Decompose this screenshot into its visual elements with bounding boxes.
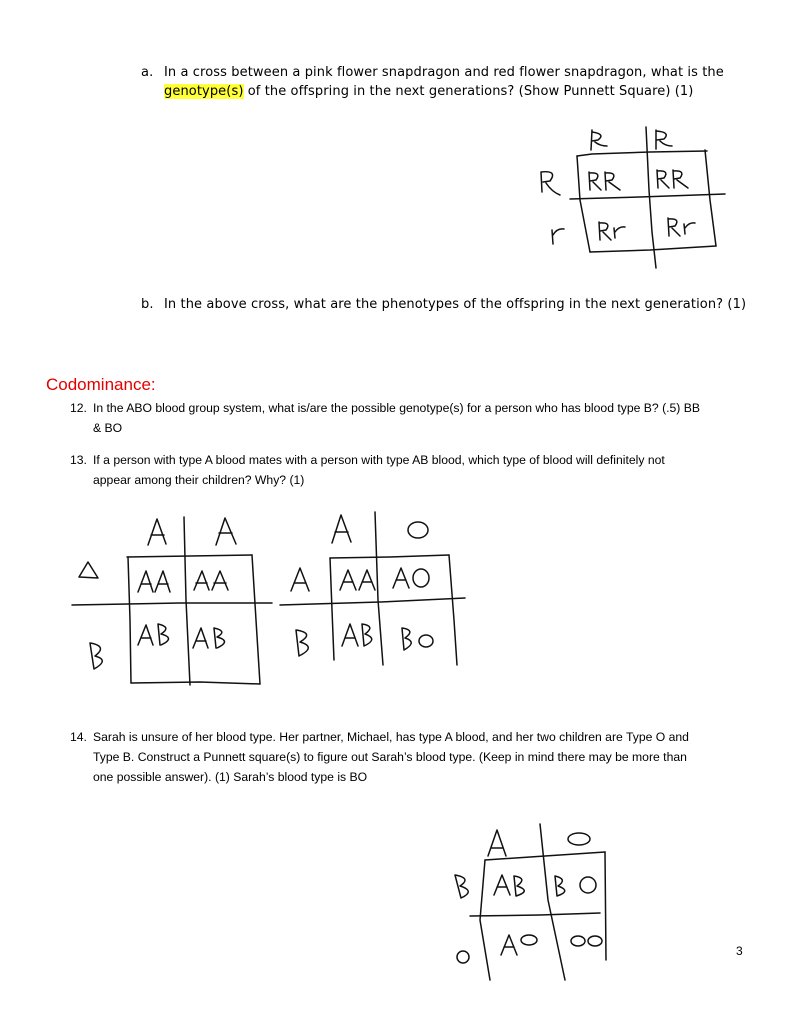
question-12-number: 12. [70, 401, 87, 415]
question-12-line1: In the ABO blood group system, what is/are the possible genotype(s) for a person who has blood type B? (.5) BB [93, 401, 701, 415]
punnett-square-blood-1 [72, 517, 272, 685]
question-a-line2: of the offspring in the next generations? (Show Punnett Square) (1) [243, 84, 694, 99]
question-b-text: In the above cross, what are the phenotypes of the offspring in the next generation? (1) [164, 297, 747, 312]
question-13-line2: appear among their children? Why? (1) [93, 473, 305, 487]
question-13-number: 13. [70, 453, 87, 467]
question-b-label: b. [141, 297, 154, 312]
section-title-codominance: Codominance: [46, 375, 156, 394]
question-a-label: a. [141, 65, 154, 80]
question-14-line1: Sarah is unsure of her blood type. Her partner, Michael, has type A blood, and her two children are Type O and [93, 730, 689, 744]
page-number: 3 [736, 944, 743, 958]
question-14-number: 14. [70, 730, 87, 744]
question-13-line1: If a person with type A blood mates with a person with type AB blood, which type of blood will definitely not [93, 453, 665, 467]
highlighted-genotypes: genotype(s) [164, 84, 244, 99]
question-a-line1: In a cross between a pink flower snapdragon and red flower snapdragon, what is the [164, 65, 724, 80]
punnett-square-snapdragon [541, 127, 725, 268]
question-12-line2: & BO [93, 421, 123, 435]
question-14-line2: Type B. Construct a Punnett square(s) to figure out Sarah’s blood type. (Keep in mind there may be more than [93, 750, 687, 764]
question-14-line3: one possible answer). (1) Sarah’s blood type is BO [93, 770, 368, 784]
punnett-square-blood-2 [280, 512, 465, 665]
punnett-square-sarah [455, 824, 606, 980]
